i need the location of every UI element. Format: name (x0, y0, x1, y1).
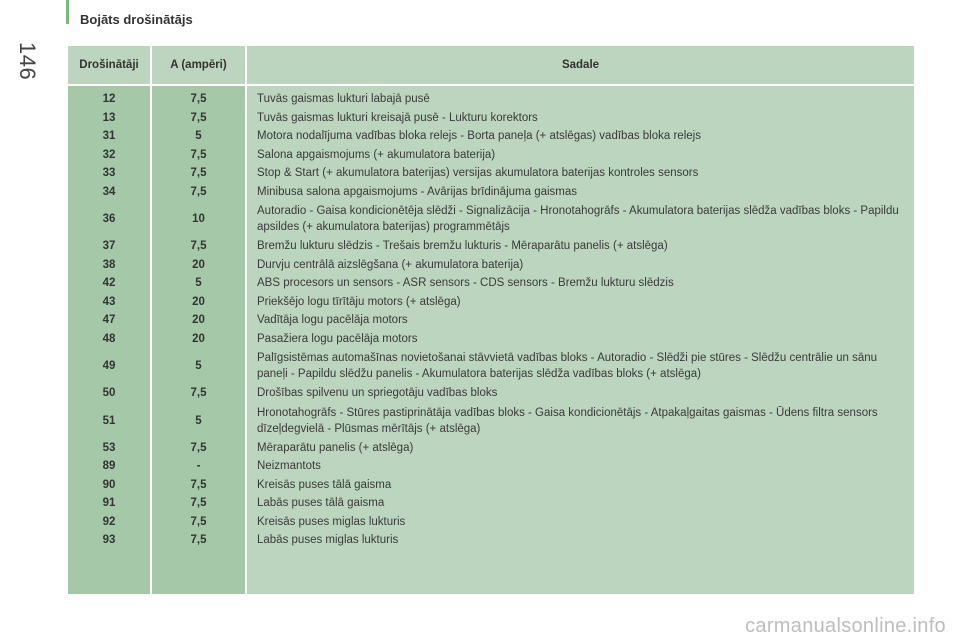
description-cell: Salona apgaismojums (+ akumulatora baterija) (257, 148, 496, 161)
description-cell: Hronotahogrāfs - Stūres pastiprinātāja vadības bloks - Gaisa kondicionētājs - Atpakaļgaitas gaismas - Ūdens filtra sensors dīzeļdegvielā - Plūsmas mērītājs (+ atslēga) (257, 406, 878, 435)
section-accent-bar (66, 0, 69, 24)
fuse-number-cell: 91 (102, 497, 116, 510)
description-cell: Durvju centrālā aizslēgšana (+ akumulatora baterija) (257, 258, 524, 271)
page-number: 146 (15, 42, 40, 81)
amperage-cell: 7,5 (190, 534, 207, 547)
amperage-cell: 20 (192, 314, 205, 327)
amperage-cell: 7,5 (190, 497, 207, 510)
fuse-number-cell: 31 (102, 130, 116, 143)
amperage-cell: - (196, 460, 201, 473)
amperage-cell: 5 (195, 360, 202, 372)
description-cell: Mēraparātu panelis (+ atslēga) (257, 441, 414, 454)
amperage-cell: 7,5 (190, 167, 207, 180)
description-cell: Drošības spilvenu un spriegotāju vadības bloks (257, 387, 498, 400)
fuse-number-cell: 49 (102, 360, 116, 372)
fuse-number-cell: 12 (102, 93, 116, 106)
fuse-number-cell: 38 (102, 258, 116, 271)
amperage-cell: 20 (192, 332, 205, 345)
fuse-number-cell: 43 (102, 295, 116, 308)
amperage-cell: 7,5 (190, 240, 207, 253)
description-cell: Vadītāja logu pacēlāja motors (257, 314, 408, 327)
table-body (68, 86, 914, 594)
fuse-number-cell: 34 (102, 185, 116, 198)
fuse-number-cell: 53 (102, 441, 116, 454)
fuse-number-cell: 42 (102, 277, 116, 290)
description-cell: Tuvās gaismas lukturi kreisajā pusē - Lukturu korektors (257, 111, 538, 124)
amperage-cell: 7,5 (190, 185, 207, 198)
fuse-number-cell: 51 (102, 414, 116, 427)
fuse-table (68, 46, 914, 594)
description-cell: Pasažiera logu pacēlāja motors (257, 332, 418, 345)
fuse-number-cell: 47 (102, 314, 116, 327)
amperage-cell: 7,5 (190, 441, 207, 454)
description-column (247, 86, 914, 594)
fuse-number-cell: 92 (102, 515, 116, 528)
description-cell: Priekšējo logu tīrītāju motors (+ atslēga) (257, 295, 461, 308)
amperage-cell: 5 (195, 277, 202, 290)
amperage-cell: 5 (195, 414, 202, 427)
fuse-number-cell: 13 (102, 111, 116, 124)
fuse-number-cell: 50 (102, 387, 116, 400)
fuse-number-cell: 48 (102, 332, 116, 345)
fuse-number-cell: 93 (102, 534, 116, 547)
description-cell: Minibusa salona apgaismojums - Avārijas brīdinājuma gaismas (257, 185, 578, 198)
fuse-number-cell: 32 (102, 148, 116, 161)
description-cell: Tuvās gaismas lukturi labajā pusē (257, 93, 430, 106)
fuse-number-cell: 90 (102, 478, 116, 491)
fuse-number-cell: 33 (102, 167, 116, 180)
description-cell: Bremžu lukturu slēdzis - Trešais bremžu lukturis - Mēraparātu panelis (+ atslēga) (257, 240, 668, 253)
amperage-cell: 7,5 (190, 93, 207, 106)
amperage-cell: 10 (192, 213, 205, 225)
amperage-cell: 20 (192, 258, 205, 271)
description-cell: Kreisās puses miglas lukturis (257, 515, 406, 528)
column-header-description: Sadale (247, 46, 914, 84)
description-cell: Kreisās puses tālā gaisma (257, 478, 392, 491)
fuse-number-cell: 36 (102, 213, 116, 225)
fuse-number-cell: 37 (102, 240, 116, 253)
description-cell: Labās puses miglas lukturis (257, 534, 399, 547)
amperage-cell: 7,5 (190, 111, 207, 124)
amperage-cell: 20 (192, 295, 205, 308)
fuse-number-column (68, 86, 152, 594)
amperage-cell: 7,5 (190, 387, 207, 400)
description-cell: Neizmantots (257, 460, 321, 473)
amperage-column (152, 86, 247, 594)
description-cell: Palīgsistēmas automašīnas novietošanai stāvvietā vadības bloks - Autoradio - Slēdži pie stūres - Slēdžu centrālie un sānu paneļi - Papildu slēdžu panelis - Akumulatora baterijas slēdža vadības bloks (+ atslēga) (257, 352, 878, 380)
amperage-cell: 7,5 (190, 478, 207, 491)
description-cell: Motora nodalījuma vadības bloka relejs - Borta paneļa (+ atslēgas) vadības bloka relejs (257, 130, 701, 143)
section-title: Bojāts drošinātājs (80, 12, 193, 27)
watermark: carmanualsonline.info (745, 615, 946, 637)
amperage-cell: 7,5 (190, 515, 207, 528)
description-cell: Labās puses tālā gaisma (257, 497, 385, 510)
fuse-number-cell: 89 (102, 460, 116, 473)
column-header-amps: A (ampēri) (152, 46, 247, 84)
description-cell: Stop & Start (+ akumulatora baterijas) versijas akumulatora baterijas kontroles sensors (257, 167, 699, 180)
amperage-cell: 7,5 (190, 148, 207, 161)
description-cell: ABS procesors un sensors - ASR sensors - CDS sensors - Bremžu lukturu slēdzis (257, 277, 674, 290)
column-header-fuse: Drošinātāji (68, 46, 152, 84)
description-cell: Autoradio - Gaisa kondicionētēja slēdži - Signalizācija - Hronotahogrāfs - Akumulatora baterijas slēdža vadības bloks - Papildu apsildes (+ akumulatora baterijas) programmētājs (257, 205, 899, 233)
table-header (68, 46, 914, 84)
amperage-cell: 5 (195, 130, 202, 143)
